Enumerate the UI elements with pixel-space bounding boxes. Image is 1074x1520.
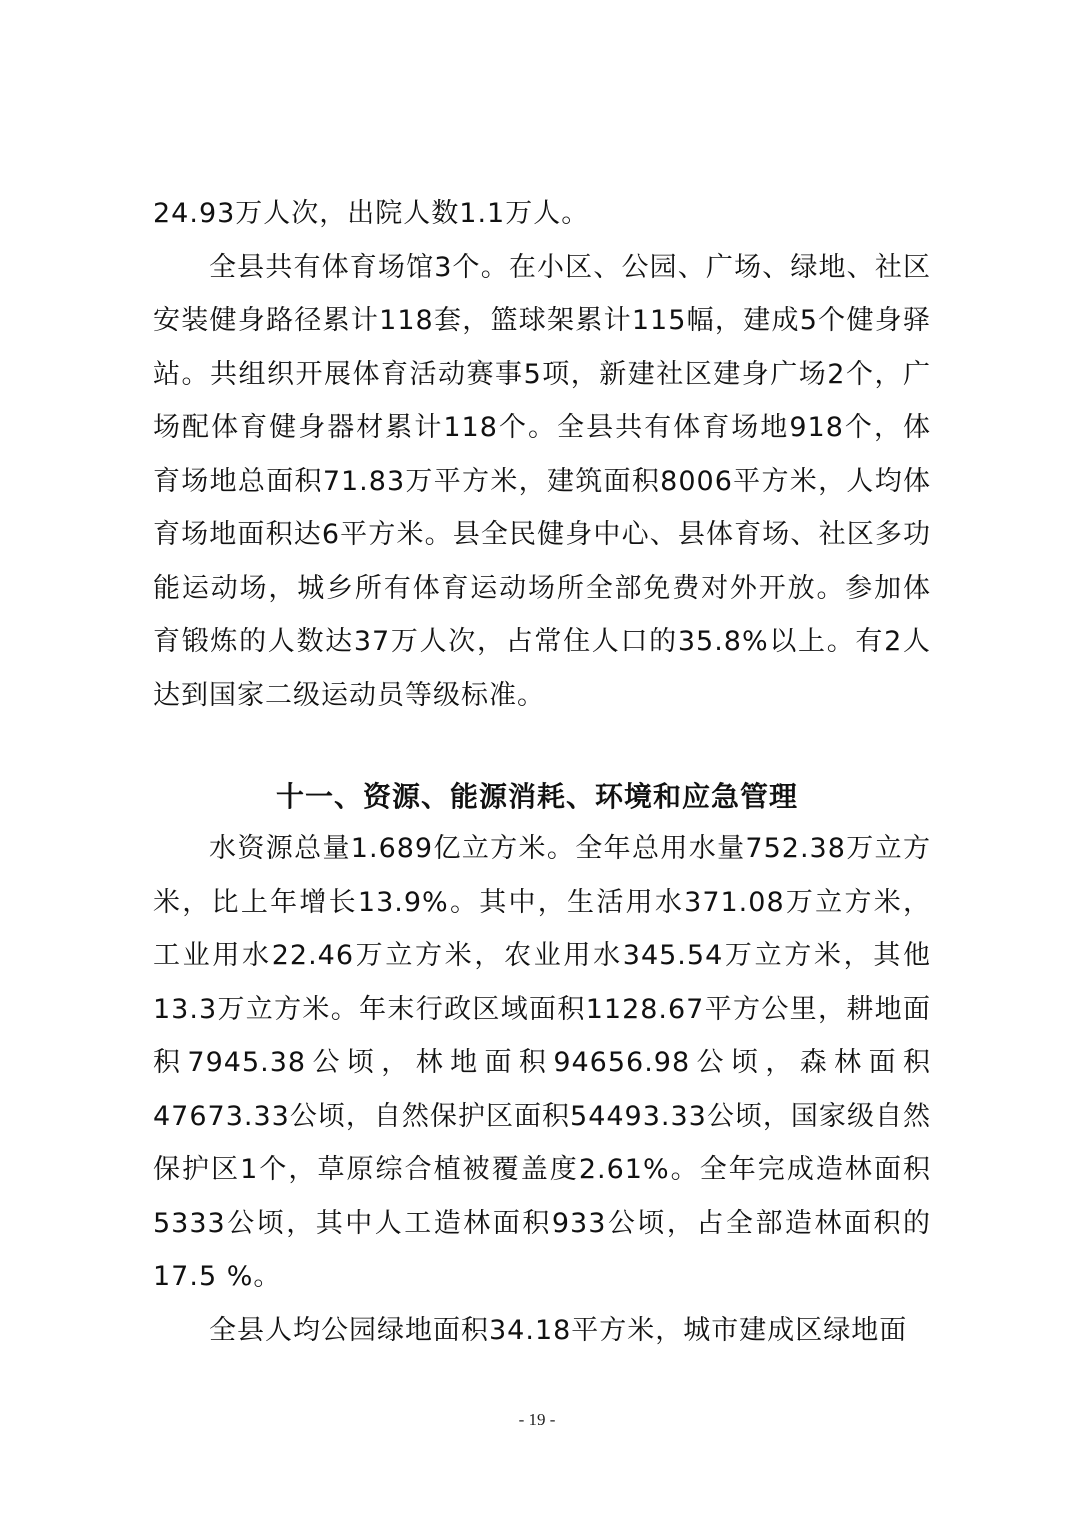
page-number: - 19 - <box>518 1410 556 1429</box>
body-text-block-1 <box>153 187 931 722</box>
paragraph-sports-facilities: 全县共有体育场馆3个。在小区、公园、广场、绿地、社区安装健身路径累计118套，篮球架累计115幅，建成5个健身驿站。共组织开展体育活动赛事5项，新建社区建身广场2个，广场配体育健身器材累计118个。全县共有体育场地918个，体育场地总面积71.83万平方米，建筑面积8006平方米，人均体育场地面积达6平方米。县全民健身中心、县体育场、社区多功能运动场，城乡所有体育运动场所全部免费对外开放。参加体育锻炼的人数达37万人次，占常住人口的35.8%以上。有2人达到国家二级运动员等级标准。 <box>153 251 931 711</box>
paragraph-green-space: 全县人均公园绿地面积34.18平方米，城市建成区绿地面 <box>209 1314 908 1346</box>
section-heading: 十一、资源、能源消耗、环境和应急管理 <box>275 780 798 813</box>
body-text-block-2 <box>153 822 931 1357</box>
paragraph-continuation: 24.93万人次，出院人数1.1万人。 <box>153 198 590 229</box>
paragraph-water-resources: 水资源总量1.689亿立方米。全年总用水量752.38万立方米，比上年增长13.9%。其中，生活用水371.08万立方米，工业用水22.46万立方米，农业用水345.54万立方米，其他13.3万立方米。年末行政区域面积1128.67平方公里，耕地面积7945.38公顷，林地面积94656.98公顷，森林面积47673.33公顷，自然保护区面积54493.33公顷，国家级自然保护区1个，草原综合植被覆盖度2.61%。全年完成造林面积5333公顷，其中人工造林面积933公顷，占全部造林面积的17.5 %。 <box>153 833 931 1292</box>
